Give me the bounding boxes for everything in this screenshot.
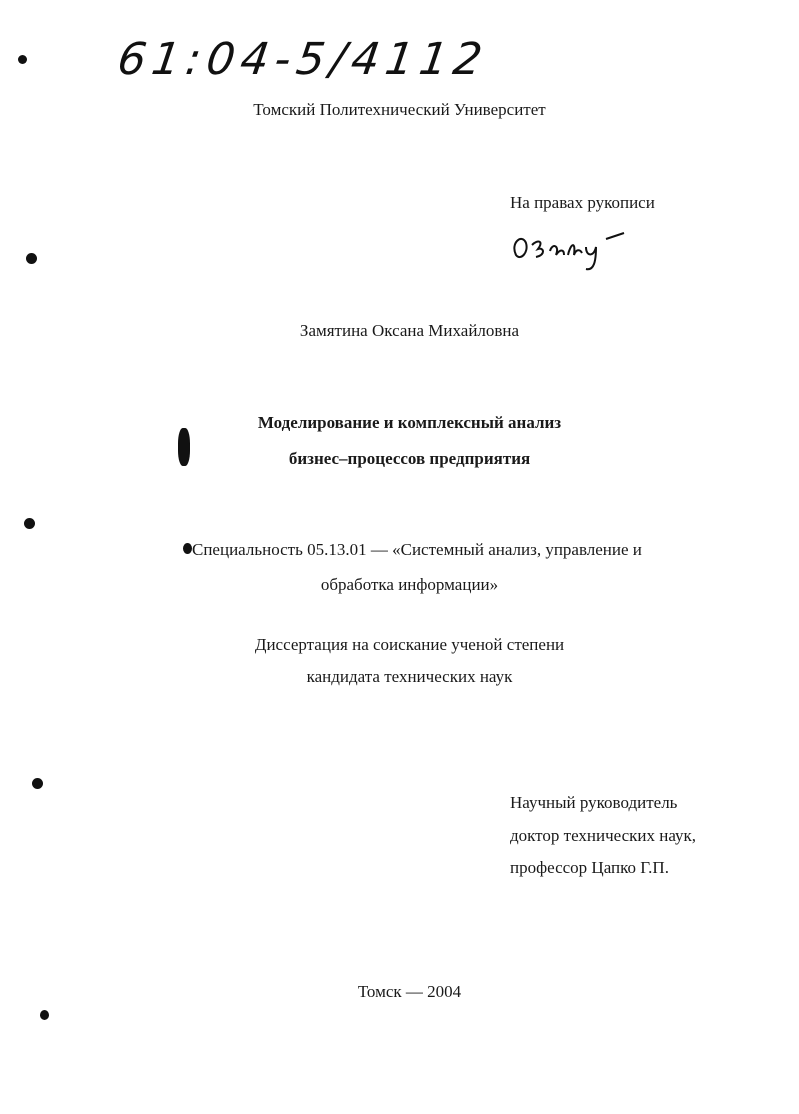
scan-artifact-mark	[178, 428, 190, 466]
supervisor-line-3: профессор Цапко Г.П.	[510, 858, 669, 877]
dissertation-line-2: кандидата технических наук	[306, 667, 513, 686]
thesis-title-line-2: бизнес–процессов предприятия	[288, 449, 531, 468]
punch-hole-mark	[24, 518, 35, 529]
specialty-line-1: Специальность 05.13.01 — «Системный анализ, управление и	[192, 540, 642, 559]
specialty-line-2: обработка информации»	[320, 575, 499, 594]
author-name: Замятина Оксана Михайловна	[299, 321, 520, 340]
city-year: Томск — 2004	[357, 982, 462, 1001]
thesis-title-line-1: Моделирование и комплексный анализ	[257, 413, 562, 432]
scan-artifact-mark	[183, 543, 192, 554]
supervisor-line-1: Научный руководитель	[510, 793, 678, 812]
manuscript-rights-label: На правах рукописи	[510, 193, 655, 212]
dissertation-line-1: Диссертация на соискание ученой степени	[254, 635, 565, 654]
supervisor-line-2: доктор технических наук,	[510, 826, 697, 845]
punch-hole-mark	[26, 253, 37, 264]
handwritten-archive-number: 61:04-5/4112	[114, 34, 492, 85]
punch-hole-mark	[32, 778, 43, 789]
punch-hole-mark	[40, 1010, 49, 1020]
punch-hole-mark	[18, 55, 27, 64]
handwritten-signature	[508, 225, 638, 275]
university-name: Томский Политехнический Университет	[253, 100, 546, 119]
